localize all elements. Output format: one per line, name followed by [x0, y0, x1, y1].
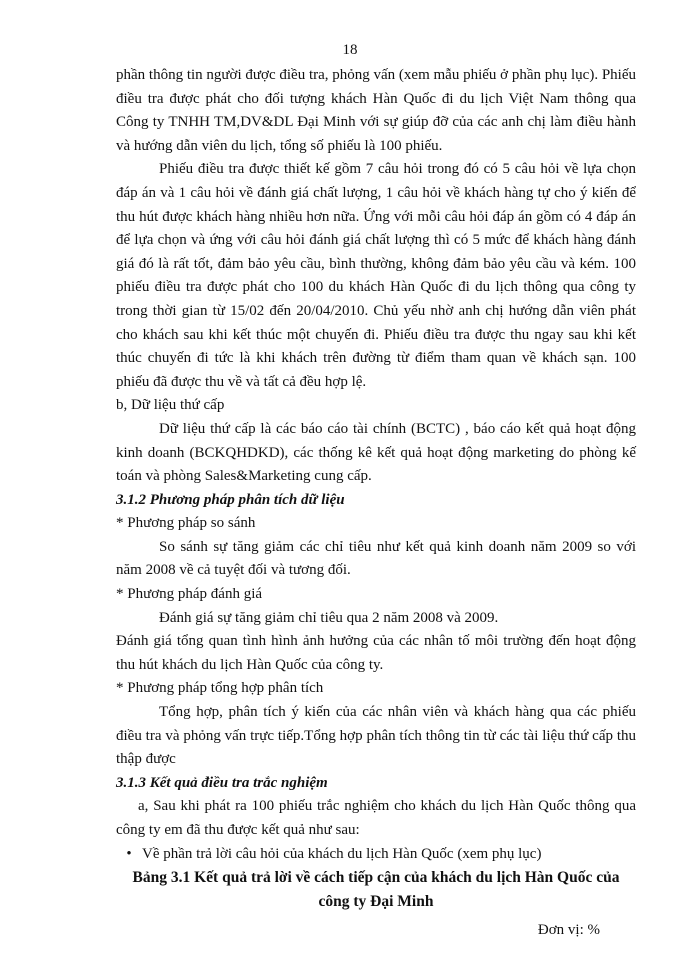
table-unit: Đơn vị: % [537, 922, 600, 939]
table-title: Bảng 3.1 Kết quả trả lời về cách tiếp cận của khách du lịch Hàn Quốc của công ty Đại Minh [132, 869, 620, 910]
section-heading-3-1-2: 3.1.2 Phương pháp phân tích dữ liệu [116, 491, 345, 508]
bullet-item [116, 843, 636, 867]
paragraph-synthesis: Tổng hợp, phân tích ý kiến của các nhân viên và khách hàng qua các phiếu điều tra và phỏng vấn trực tiếp.Tổng hợp phân tích thông tin từ các tài liệu thứ cấp thu thập được [116, 704, 636, 768]
paragraph-survey-design: Phiếu điều tra được thiết kế gồm 7 câu hỏi trong đó có 5 câu hỏi về lựa chọn đáp án và 1 câu hỏi về đánh giá chất lượng, 1 câu hỏi về khách hàng tự cho ý kiến để thu hút được khách hàng nhiều hơn nữa. Ứng với mỗi câu hỏi đáp án gồm có 4 đáp án để lựa chọn và ứng với câu hỏi đánh giá chất lượng thì có 5 mức để khách hàng đánh giá đó là rất tốt, đảm bảo yêu cầu, bình thường, không đảm bảo yêu cầu và kém. 100 phiếu điều tra được phát cho 100 du khách Hàn Quốc đi du lịch thông qua công ty trong thời gian từ 15/02 đến 20/04/2010. Chủ yếu nhờ anh chị hướng dẫn viên phát cho khách sau khi kết thúc một chuyến đi. Phiếu điều tra được thu ngay sau khi kết thúc chuyến đi tức là khi khách trên đường từ điểm tham quan về khách sạn. 100 phiếu đã được thu về và tất cả đều hợp lệ. [116, 161, 636, 390]
page-content [116, 64, 636, 943]
paragraph-evaluation-2: Đánh giá tổng quan tình hình ảnh hưởng của các nhân tố môi trường đến hoạt động thu hút khách du lịch Hàn Quốc của công ty. [116, 633, 636, 673]
paragraph-survey-distribution: phần thông tin người được điều tra, phỏng vấn (xem mẫu phiếu ở phần phụ lục). Phiếu điều tra được phát cho đối tượng khách Hàn Quốc đi du lịch Việt Nam thông qua Công ty TNHH TM,DV&DL Đại Minh với sự giúp đỡ của các anh chị làm điều hành và hướng dẫn viên du lịch, tổng số phiếu là 100 phiếu. [116, 67, 636, 154]
method-synthesis-label: * Phương pháp tổng hợp phân tích [116, 680, 324, 697]
paragraph-secondary-data: Dữ liệu thứ cấp là các báo cáo tài chính (BCTC) , báo cáo kết quả hoạt động kinh doanh (BCKQHDKD), các thống kê kết quả hoạt động marketing do phòng kế toán và phòng Sales&Marketing cung cấp. [116, 420, 636, 485]
subheading-secondary-data: b, Dữ liệu thứ cấp [116, 397, 225, 414]
method-evaluation-label: * Phương pháp đánh giá [116, 586, 263, 603]
section-heading-3-1-3: 3.1.3 Kết quả điều tra trắc nghiệm [116, 774, 328, 791]
paragraph-comparison: So sánh sự tăng giảm các chỉ tiêu như kết quả kinh doanh năm 2009 so với năm 2008 về cả tuyệt đối và tương đối. [116, 538, 636, 579]
paragraph-evaluation-1: Đánh giá sự tăng giảm chỉ tiêu qua 2 năm 2008 và 2009. [159, 609, 499, 626]
page-number: 18 [342, 42, 358, 58]
bullet-text: Về phần trả lời câu hỏi của khách du lịch Hàn Quốc (xem phụ lục) [142, 845, 542, 862]
paragraph-survey-results: a, Sau khi phát ra 100 phiếu trắc nghiệm cho khách du lịch Hàn Quốc thông qua công ty em đã thu được kết quả như sau: [116, 798, 636, 838]
bullet-icon: • [126, 845, 132, 862]
method-comparison-label: * Phương pháp so sánh [116, 515, 256, 532]
